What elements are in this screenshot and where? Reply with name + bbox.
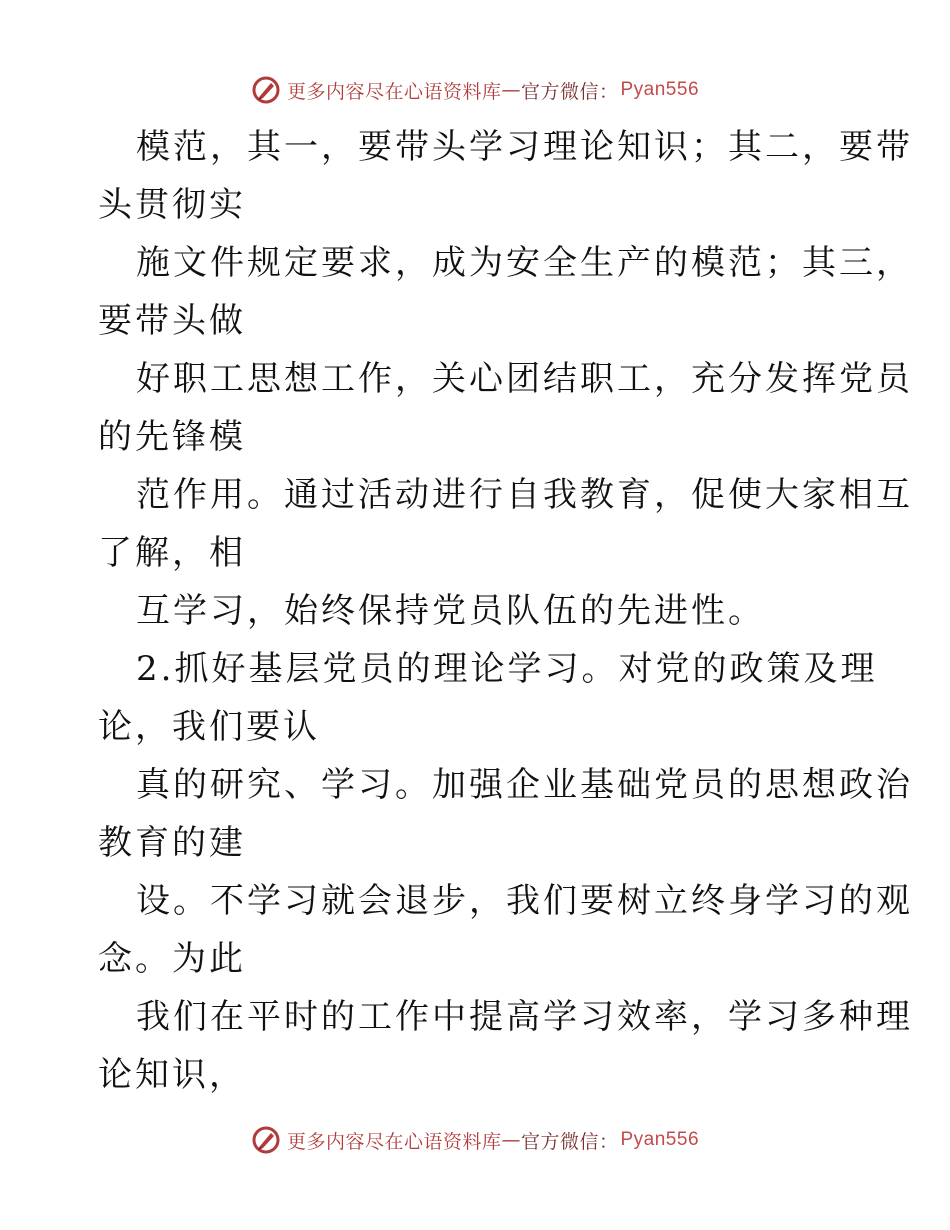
text-line: 施文件规定要求，成为安全生产的模范；其三， — [136, 243, 913, 283]
footer-wechat-id: Pyan556 — [620, 1129, 700, 1150]
brush-pen-logo-icon — [251, 75, 281, 105]
text-line: 念。为此 — [98, 939, 246, 979]
footer-banner — [0, 1120, 950, 1160]
text-line: 论知识， — [98, 1055, 246, 1095]
brush-pen-logo-icon — [251, 1125, 281, 1155]
text-line: 好职工思想工作，关心团结职工，充分发挥党员 — [136, 359, 913, 399]
document-body — [98, 118, 913, 1104]
header-wechat-id: Pyan556 — [620, 79, 700, 100]
text-line: 模范，其一，要带头学习理论知识；其二，要带 — [136, 127, 913, 167]
header-wechat-label: 官方微信： — [520, 80, 619, 103]
text-line: 要带头做 — [98, 301, 246, 341]
header-site-text: 更多内容尽在心语资料库 — [286, 80, 502, 103]
text-line: 真的研究、学习。加强企业基础党员的思想政治 — [136, 765, 913, 805]
header-separator: — — [501, 79, 521, 101]
text-line: 论，我们要认 — [98, 707, 320, 747]
text-line: 的先锋模 — [98, 417, 246, 457]
text-line: 了解，相 — [98, 533, 246, 573]
text-line: 范作用。通过活动进行自我教育，促使大家相互 — [136, 475, 913, 515]
text-line: 设。不学习就会退步，我们要树立终身学习的观 — [136, 881, 913, 921]
text-line: 头贯彻实 — [98, 185, 246, 225]
text-line: 教育的建 — [98, 823, 246, 863]
footer-site-text: 更多内容尽在心语资料库 — [286, 1130, 502, 1153]
footer-wechat-label: 官方微信： — [520, 1130, 619, 1153]
text-line: 我们在平时的工作中提高学习效率，学习多种理 — [136, 997, 913, 1037]
footer-separator: — — [501, 1129, 521, 1151]
header-banner — [0, 70, 950, 110]
text-line: 2.抓好基层党员的理论学习。对党的政策及理 — [136, 649, 878, 689]
text-line: 互学习，始终保持党员队伍的先进性。 — [136, 591, 765, 631]
